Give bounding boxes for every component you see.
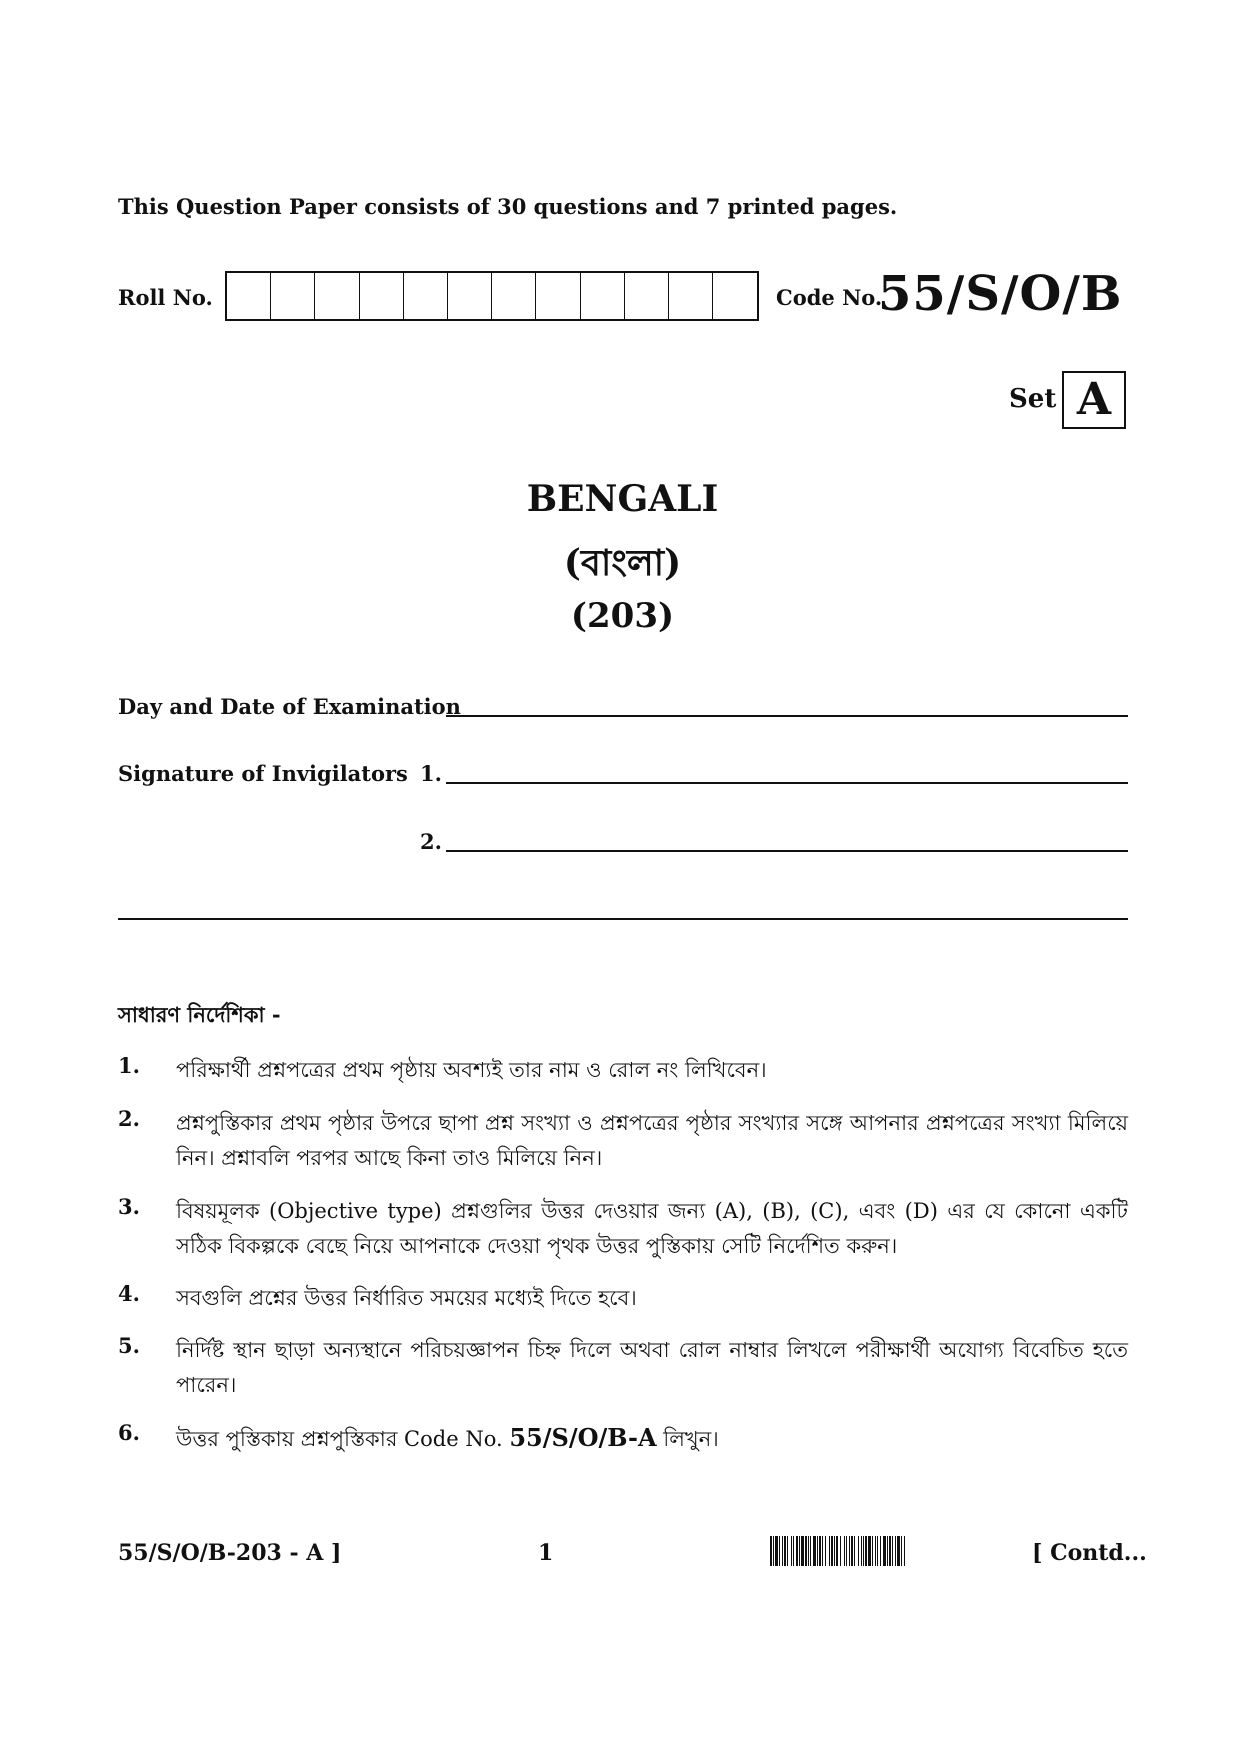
answer-book-code: 55/S/O/B-A — [509, 1423, 657, 1452]
instruction-text-after: লিখুন। — [656, 1427, 719, 1451]
roll-number-cell[interactable] — [448, 273, 492, 319]
instruction-number: 4. — [118, 1281, 140, 1306]
set-label: Set — [1009, 384, 1057, 414]
instruction-number: 3. — [118, 1194, 140, 1219]
question-paper-note: This Question Paper consists of 30 questions and 7 printed pages. — [118, 194, 898, 219]
roll-number-boxes[interactable] — [225, 271, 759, 321]
set-value-box: A — [1062, 371, 1126, 429]
instruction-text: প্রশ্নপুস্তিকার প্রথম পৃষ্ঠার উপরে ছাপা প্রশ্ন সংখ্যা ও প্রশ্নপত্রের পৃষ্ঠার সংখ্যার সঙ্গে আপনার প্রশ্নপত্রের সংখ্যা মিলিয়ে নিন। প্রশ্নাবলি পরপর আছে কিনা তাও মিলিয়ে নিন। — [176, 1111, 1128, 1170]
instruction-text — [176, 1420, 1128, 1457]
footer-paper-code: 55/S/O/B-203 - A ] — [118, 1540, 342, 1566]
roll-number-cell[interactable] — [360, 273, 404, 319]
instruction-number: 2. — [118, 1106, 140, 1131]
instructions-title: সাধারণ নির্দেশিকা - — [118, 1002, 281, 1027]
instruction-item — [118, 1053, 1128, 1088]
barcode-icon — [770, 1536, 1026, 1566]
code-number-value: 55/S/O/B — [878, 266, 1123, 322]
instruction-text: পরিক্ষার্থী প্রশ্নপত্রের প্রথম পৃষ্ঠায় অবশ্যই তার নাম ও রোল নং লিখিবেন। — [176, 1058, 767, 1082]
instruction-text: সবগুলি প্রশ্নের উত্তর নির্ধারিত সময়ের মধ্যেই দিতে হবে। — [176, 1286, 637, 1310]
instruction-text: বিষয়মূলক (Objective type) প্রশ্নগুলির উত্তর দেওয়ার জন্য (A), (B), (C), এবং (D) এর যে কোনো একটি সঠিক বিকল্পকে বেছে নিয়ে আপনাকে দেওয়া পৃথক উত্তর পুস্তিকায় সেটি নির্দেশিত করুন। — [176, 1199, 1128, 1258]
subject-code: (203) — [570, 596, 675, 636]
instruction-item — [118, 1281, 1128, 1316]
roll-number-cell[interactable] — [227, 273, 271, 319]
instruction-item — [118, 1106, 1128, 1176]
subject-title: BENGALI — [526, 478, 719, 520]
invigilator-1-line[interactable] — [446, 782, 1128, 784]
invigilator-2-number: 2. — [420, 829, 442, 854]
footer-page-number: 1 — [538, 1540, 554, 1566]
instruction-item — [118, 1194, 1128, 1264]
roll-number-cell[interactable] — [625, 273, 669, 319]
roll-number-cell[interactable] — [536, 273, 580, 319]
section-divider — [118, 918, 1128, 920]
roll-number-cell[interactable] — [713, 273, 757, 319]
roll-number-cell[interactable] — [492, 273, 536, 319]
invigilator-signature-label: Signature of Invigilators — [118, 761, 408, 786]
instruction-text: নির্দিষ্ট স্থান ছাড়া অন্যস্থানে পরিচয়জ্ঞাপন চিহ্ন দিলে অথবা রোল নাম্বার লিখলে পরীক্ষার্থী অযোগ্য বিবেচিত হতে পারেন। — [176, 1338, 1128, 1397]
exam-date-label: Day and Date of Examination — [118, 694, 461, 719]
exam-date-line[interactable] — [446, 715, 1128, 717]
instruction-item — [118, 1333, 1128, 1403]
instruction-number: 1. — [118, 1053, 140, 1078]
roll-number-cell[interactable] — [669, 273, 713, 319]
roll-number-label: Roll No. — [118, 285, 213, 310]
footer-continued: [ Contd... — [1032, 1540, 1147, 1566]
roll-number-cell[interactable] — [404, 273, 448, 319]
instruction-number: 6. — [118, 1420, 140, 1445]
instruction-number: 5. — [118, 1333, 140, 1358]
instruction-text-before: উত্তর পুস্তিকায় প্রশ্নপুস্তিকার Code No. — [176, 1427, 510, 1451]
code-number-label: Code No. — [776, 285, 883, 310]
roll-number-cell[interactable] — [271, 273, 315, 319]
instruction-item — [118, 1420, 1128, 1457]
invigilator-1-number: 1. — [420, 761, 442, 786]
subject-title-bengali: (বাংলা) — [563, 542, 682, 584]
roll-number-cell[interactable] — [315, 273, 359, 319]
roll-number-cell[interactable] — [581, 273, 625, 319]
invigilator-2-line[interactable] — [446, 850, 1128, 852]
